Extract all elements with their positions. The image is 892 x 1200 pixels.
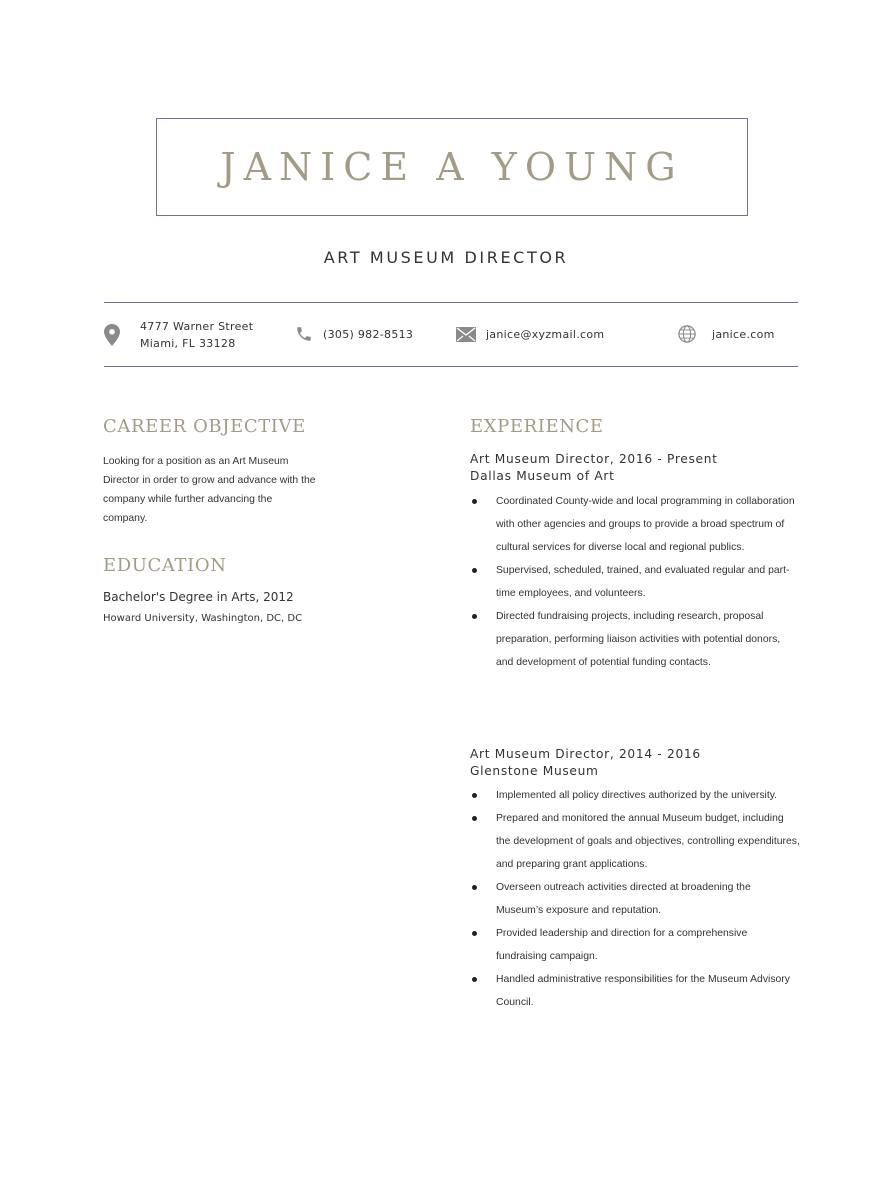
candidate-name: JANICE A YOUNG: [220, 145, 684, 189]
job-title-heading: ART MUSEUM DIRECTOR: [323, 248, 569, 267]
experience-heading: EXPERIENCE: [470, 416, 604, 437]
list-item: Coordinated County-wide and local programming in collaboration with other agencies and groups to provide a broad spectrum of cultural services for diverse local and regional publics.: [470, 490, 800, 559]
list-item: Implemented all policy directives authorized by the university.: [470, 784, 800, 807]
contact-top-divider: [104, 302, 798, 303]
website-url: janice.com: [712, 327, 775, 341]
list-item: Directed fundraising projects, including research, proposal preparation, performing liaison activities with potential donors, and development of potential funding contacts.: [470, 605, 800, 674]
location-pin-icon: [104, 324, 120, 346]
job-1-responsibilities: [470, 490, 800, 674]
job-1-title: Art Museum Director, 2016 - Present: [470, 452, 718, 466]
career-objective-heading: CAREER OBJECTIVE: [103, 416, 306, 437]
phone-icon: [295, 325, 313, 343]
address-line-2: Miami, FL 33128: [140, 337, 236, 350]
address-line-1: 4777 Warner Street: [140, 320, 254, 333]
phone-number: (305) 982-8513: [323, 327, 414, 341]
job-1-organization: Dallas Museum of Art: [470, 469, 615, 483]
contact-bottom-divider: [104, 366, 798, 367]
job-2-title: Art Museum Director, 2014 - 2016: [470, 747, 701, 761]
list-item: Handled administrative responsibilities for the Museum Advisory Council.: [470, 968, 800, 1014]
education-degree: Bachelor's Degree in Arts, 2012: [103, 590, 294, 604]
globe-icon: [678, 325, 696, 343]
name-frame: [156, 118, 748, 216]
envelope-icon: [456, 327, 476, 342]
list-item: Provided leadership and direction for a comprehensive fundraising campaign.: [470, 922, 800, 968]
address-lines: [140, 318, 253, 352]
email-address: janice@xyzmail.com: [486, 328, 605, 341]
list-item: Prepared and monitored the annual Museum budget, including the development of goals and objectives, controlling expenditures, and preparing grant applications.: [470, 807, 800, 876]
education-heading: EDUCATION: [103, 555, 227, 576]
job-2-organization: Glenstone Museum: [470, 764, 599, 778]
list-item: Supervised, scheduled, trained, and evaluated regular and part-time employees, and volunteers.: [470, 559, 800, 605]
contact-email: [456, 327, 604, 342]
education-school: Howard University, Washington, DC, DC: [103, 613, 303, 624]
career-objective-text: Looking for a position as an Art Museum Director in order to grow and advance with the company while further advancing the company.: [103, 456, 316, 524]
list-item: Overseen outreach activities directed at broadening the Museum’s exposure and reputation.: [470, 876, 800, 922]
job-2-responsibilities: [470, 784, 800, 1014]
contact-website: [678, 325, 775, 343]
contact-phone: [295, 325, 413, 343]
contact-address: [104, 318, 253, 352]
